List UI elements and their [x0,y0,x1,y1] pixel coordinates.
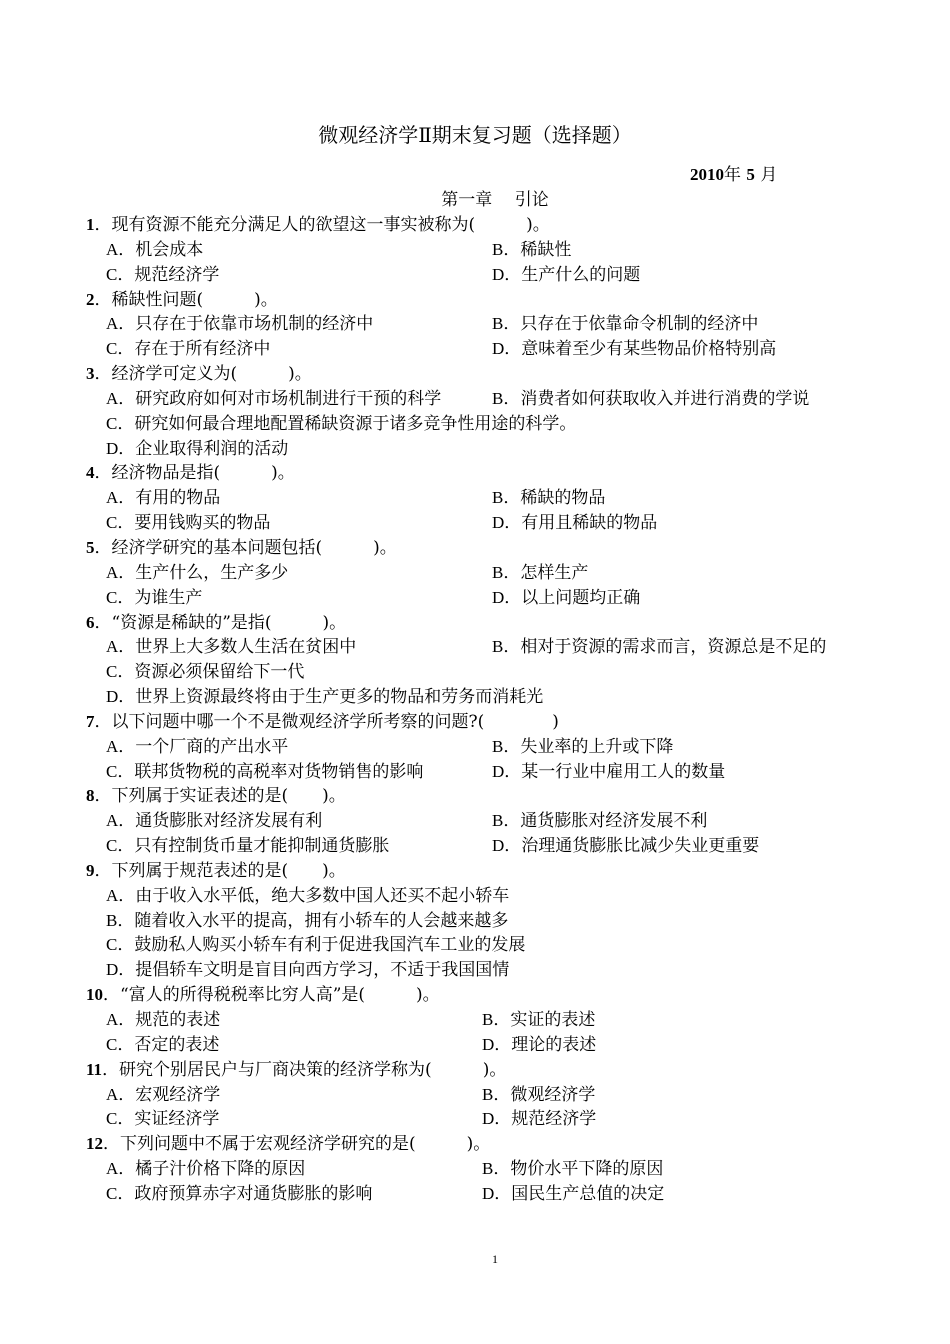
option-letter: A [106,637,119,657]
date-year-suffix: 年 [724,165,741,185]
option-letter: A [106,811,119,831]
option-c [106,263,219,288]
option-row [86,387,886,412]
question-list [86,213,886,1207]
option-row [86,486,886,511]
question-stem [86,536,886,561]
option-text: ．提倡轿车文明是盲目向西方学习，不适于我国国情 [118,960,510,981]
page-number: 1 [492,1252,498,1266]
question-text: ．下列属于实证表述的是( )。 [94,786,346,807]
option-d [492,511,657,536]
option-row [86,909,886,934]
option-text: ．规范经济学 [494,1109,597,1130]
option-text: ．要用钱购买的物品 [117,513,271,534]
option-row [86,437,886,462]
option-row [86,412,886,437]
option-text: ．物价水平下降的原因 [493,1159,664,1180]
option-c [106,337,270,362]
option-a [106,1083,220,1108]
option-a [106,312,373,337]
option-text: ．只存在于依靠市场机制的经济中 [118,314,374,335]
option-text: ．消费者如何获取收入并进行消费的学说 [503,388,810,409]
option-letter: D [482,1034,495,1054]
option-letter: D [492,339,505,359]
option-text: ．为谁生产 [117,587,203,608]
option-letter: B [106,910,118,930]
option-text: ．实证经济学 [117,1109,220,1130]
option-text: ．资源必须保留给下一代 [117,662,305,683]
option-d [106,437,288,462]
document-date [690,164,777,186]
option-text: ．机会成本 [118,239,204,260]
option-letter: B [482,1010,494,1029]
option-text: ．失业率的上升或下降 [503,736,674,757]
question-number: 1 [86,215,95,234]
option-text: ．意味着至少有某些物品价格特别高 [504,339,777,360]
option-letter: B [492,637,504,657]
option-row [86,1008,886,1033]
option-c [106,660,304,685]
option-letter: C [106,1183,118,1203]
option-letter: D [492,836,505,856]
option-text: ．理论的表述 [494,1034,597,1055]
option-letter: D [492,587,505,607]
option-d [106,685,543,710]
option-c [106,1182,372,1207]
question-text: ．经济物品是指( )。 [94,463,295,484]
option-b [482,1083,595,1108]
question-text: ．下列问题中不属于宏观经济学研究的是( )。 [103,1134,491,1155]
option-d [482,1107,596,1132]
option-row [86,809,886,834]
option-letter: B [492,811,504,831]
option-text: ．国民生产总值的决定 [494,1183,665,1204]
option-letter: A [106,562,119,582]
option-text: ．橘子汁价格下降的原因 [118,1159,306,1180]
option-a [106,735,288,760]
option-a [106,238,203,263]
option-letter: C [106,836,118,856]
option-row [86,312,886,337]
option-text: ．联邦货物税的高税率对货物销售的影响 [117,761,424,782]
option-letter: D [492,761,505,781]
option-text: ．一个厂商的产出水平 [118,736,289,757]
question-number: 7 [86,711,95,731]
option-letter: B [482,1159,494,1179]
option-d [106,958,509,983]
option-letter: A [106,488,119,508]
question-text: ．现有资源不能充分满足人的欲望这一事实被称为( )。 [94,215,550,235]
option-letter: B [492,314,504,334]
option-text: ．鼓励私人购买小轿车有利于促进我国汽车工业的发展 [117,935,526,956]
question-text: ．经济学研究的基本问题包括( )。 [94,537,397,558]
option-letter: C [106,662,118,682]
option-text: ．有用的物品 [118,488,221,509]
option-b [106,909,508,934]
option-c [106,760,423,785]
option-text: ．实证的表述 [493,1010,596,1030]
option-row [86,685,886,710]
question-number: 4 [86,463,95,483]
question-stem [86,784,886,809]
option-b [492,635,826,660]
option-letter: B [492,388,504,408]
question-stem [86,288,886,313]
option-letter: C [106,339,118,359]
question-stem [86,1132,886,1157]
option-c [106,412,576,437]
option-letter: A [106,1010,119,1029]
option-d [492,263,640,288]
option-letter: C [106,935,118,955]
option-text: ．某一行业中雇用工人的数量 [504,761,726,782]
option-letter: D [106,687,119,707]
option-b [492,238,571,263]
document-title: 微观经济学Ⅱ期末复习题（选择题） [318,123,632,147]
option-text: ．有用且稀缺的物品 [504,513,658,534]
option-letter: D [492,264,505,284]
option-c [106,933,525,958]
question-number: 12 [86,1134,103,1154]
date-month: 5 [746,165,755,184]
option-b [492,486,605,511]
option-letter: A [106,1159,119,1179]
option-letter: A [106,736,119,756]
option-d [492,760,725,785]
option-row [86,834,886,859]
option-d [492,337,776,362]
option-letter: C [106,587,118,607]
option-letter: C [106,1034,118,1054]
option-c [106,511,270,536]
option-row [86,1107,886,1132]
question-text: ．研究个别居民户与厂商决策的经济学称为( )。 [102,1059,507,1080]
option-text: ．世界上大多数人生活在贫困中 [118,637,357,658]
option-row [86,586,886,611]
option-text: ．微观经济学 [493,1084,596,1105]
question-stem [86,461,886,486]
option-text: ．生产什么，生产多少 [118,562,289,583]
option-text: ．以上问题均正确 [504,587,641,608]
option-letter: C [106,1109,118,1129]
option-letter: D [492,513,505,533]
question-stem [86,213,886,238]
option-b [482,1008,595,1033]
option-letter: A [106,239,119,259]
option-a [106,387,441,412]
option-c [106,1033,219,1058]
option-letter: B [492,562,504,582]
option-text: ．稀缺的物品 [503,488,606,509]
option-row [86,337,886,362]
option-a [106,635,356,660]
option-d [482,1033,596,1058]
question-stem [86,710,886,735]
option-text: ．由于收入水平低，绝大多数中国人还买不起小轿车 [118,885,510,906]
option-a [106,486,220,511]
question-text: ．“资源是稀缺的”是指( )。 [94,612,347,633]
option-text: ．规范的表述 [118,1010,221,1030]
option-b [482,1157,663,1182]
option-letter: A [106,885,119,905]
option-letter: C [106,513,118,533]
option-letter: C [106,761,118,781]
question-number: 5 [86,537,95,557]
option-b [492,561,588,586]
option-b [492,809,707,834]
option-letter: D [482,1183,495,1203]
option-c [106,586,202,611]
option-letter: A [106,314,119,334]
date-year: 2010 [690,165,724,184]
question-text: ．下列属于规范表述的是( )。 [94,860,346,881]
option-d [492,586,640,611]
option-text: ．否定的表述 [117,1034,220,1055]
question-number: 2 [86,289,95,309]
option-row [86,1033,886,1058]
option-row [86,760,886,785]
option-text: ．生产什么的问题 [504,264,641,285]
option-text: ．政府预算赤字对通货膨胀的影响 [117,1183,373,1204]
date-month-suffix: 月 [760,165,778,185]
option-row [86,1083,886,1108]
option-row [86,660,886,685]
question-number: 6 [86,612,95,632]
option-b [492,312,758,337]
option-text: ．通货膨胀对经济发展有利 [118,811,323,832]
option-row [86,561,886,586]
option-text: ．怎样生产 [503,562,589,583]
question-stem [86,362,886,387]
option-b [492,735,673,760]
option-text: ．研究如何最合理地配置稀缺资源于诸多竞争性用途的科学。 [117,413,577,434]
question-number: 9 [86,860,95,880]
option-letter: B [492,488,504,508]
question-number: 11 [86,1059,103,1079]
option-row [86,238,886,263]
option-letter: A [106,1084,119,1104]
question-number: 10 [86,985,103,1005]
option-text: ．随着收入水平的提高，拥有小轿车的人会越来越多 [117,910,509,931]
option-letter: A [106,388,119,408]
question-text: ．以下问题中哪一个不是微观经济学所考察的问题?( ) [94,711,559,732]
option-a [106,561,288,586]
option-text: ．研究政府如何对市场机制进行干预的科学 [118,388,442,409]
option-text: ．只有控制货币量才能抑制通货膨胀 [117,836,390,857]
option-letter: C [106,264,118,284]
option-a [106,809,322,834]
option-text: ．存在于所有经济中 [117,339,271,360]
option-row [86,933,886,958]
question-text: ．稀缺性问题( )。 [94,289,278,310]
option-row [86,884,886,909]
option-row [86,735,886,760]
option-row [86,958,886,983]
option-letter: D [106,438,119,458]
question-number: 8 [86,786,95,806]
option-a [106,884,509,909]
chapter-heading: 第一章 引论 [441,190,549,210]
question-stem [86,983,886,1008]
option-letter: D [106,960,119,980]
option-text: ．宏观经济学 [118,1084,221,1105]
question-stem [86,611,886,636]
option-row [86,263,886,288]
option-letter: C [106,413,118,433]
option-d [482,1182,664,1207]
option-text: ．治理通货膨胀比减少失业更重要 [504,836,760,857]
option-a [106,1008,220,1033]
option-text: ．世界上资源最终将由于生产更多的物品和劳务而消耗光 [118,687,544,708]
option-d [492,834,759,859]
option-row [86,635,886,660]
option-a [106,1157,305,1182]
option-text: ．通货膨胀对经济发展不利 [503,811,708,832]
option-letter: B [492,736,504,756]
option-text: ．稀缺性 [503,239,572,260]
option-c [106,834,389,859]
option-text: ．企业取得利润的活动 [118,438,289,459]
option-letter: B [482,1084,494,1104]
option-row [86,1182,886,1207]
question-number: 3 [86,364,95,384]
option-text: ．相对于资源的需求而言，资源总是不足的 [503,637,827,658]
option-text: ．规范经济学 [117,264,220,285]
question-text: ．“富人的所得税税率比穷人高”是( )。 [103,985,440,1006]
option-letter: B [492,239,504,259]
question-stem [86,1058,886,1083]
option-row [86,511,886,536]
option-letter: D [482,1109,495,1129]
question-stem [86,859,886,884]
option-row [86,1157,886,1182]
option-b [492,387,809,412]
question-text: ．经济学可定义为( )。 [94,364,312,385]
option-c [106,1107,219,1132]
option-text: ．只存在于依靠命令机制的经济中 [503,314,759,335]
